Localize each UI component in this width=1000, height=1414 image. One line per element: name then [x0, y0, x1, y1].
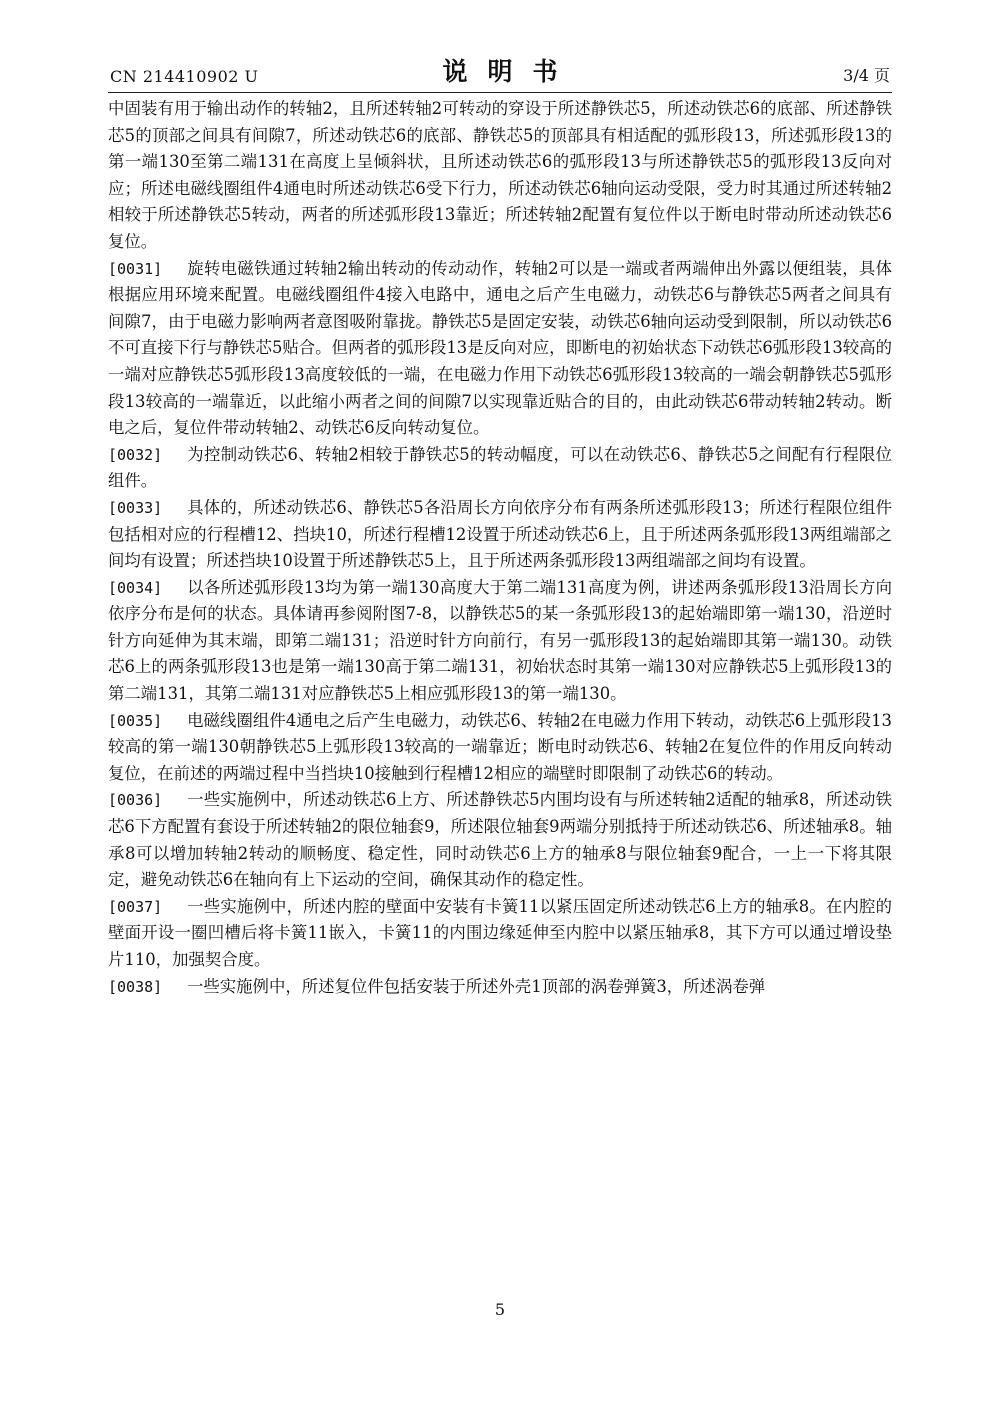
document-title: 说明书 [442, 57, 578, 86]
paragraph-number: [0036] [108, 791, 163, 810]
numbered-paragraph [108, 256, 892, 442]
paragraph-number: [0037] [108, 897, 163, 916]
page-number: 5 [494, 1300, 506, 1319]
paragraph-list [108, 256, 892, 1001]
paragraph-text: 一些实施例中，所述内腔的壁面中安装有卡簧11以紧压固定所述动铁芯6上方的轴承8。在内腔的壁面开设一圈凹槽后将卡簧11嵌入，卡簧11的内围边缘延伸至内腔中以紧压轴承8，其下方可以通过增设垫片110，加强契合度。 [108, 896, 892, 969]
continuation-paragraph: 中固装有用于输出动作的转轴2，且所述转轴2可转动的穿设于所述静铁芯5，所述动铁芯6的底部、所述静铁芯5的顶部之间具有间隙7，所述动铁芯6的底部、静铁芯5的顶部具有相适配的弧形段13，所述弧形段13的第一端130至第二端131在高度上呈倾斜状，且所述动铁芯6的弧形段13与所述静铁芯5的弧形段13反向对应；所述电磁线圈组件4通电时所述动铁芯6受下行力，所述动铁芯6轴向运动受限，受力时其通过所述转轴2相较于所述静铁芯5转动，两者的所述弧形段13靠近；所述转轴2配置有复位件以于断电时带动所述动铁芯6复位。 [108, 99, 892, 251]
page-info: 3/4 页 [843, 66, 890, 85]
numbered-paragraph [108, 894, 892, 974]
paragraph-text: 一些实施例中，所述复位件包括安装于所述外壳1顶部的涡卷弹簧3，所述涡卷弹 [187, 976, 766, 996]
numbered-paragraph [108, 974, 892, 1001]
paragraph-text: 电磁线圈组件4通电之后产生电磁力，动铁芯6、转轴2在电磁力作用下转动，动铁芯6上弧形段13较高的第一端130朝静铁芯5上弧形段13较高的一端靠近；断电时动铁芯6、转轴2在复位件的作用反向转动复位，在前述的两端过程中当挡块10接触到行程槽12相应的端壁时即限制了动铁芯6的转动。 [108, 710, 892, 783]
numbered-paragraph [108, 708, 892, 788]
numbered-paragraph [108, 575, 892, 708]
numbered-paragraph [108, 787, 892, 893]
paragraph-text: 一些实施例中，所述动铁芯6上方、所述静铁芯5内围均设有与所述转轴2适配的轴承8，所述动铁芯6下方配置有套设于所述转轴2的限位轴套9，所述限位轴套9两端分别抵持于所述动铁芯6、所述轴承8。轴承8可以增加转轴2转动的顺畅度、稳定性，同时动铁芯6上方的轴承8与限位轴套9配合，一上一下将其限定，避免动铁芯6在轴向有上下运动的空间，确保其动作的稳定性。 [108, 790, 892, 890]
paragraph-number: [0033] [108, 498, 163, 517]
document-body [108, 96, 892, 1000]
paragraph-text: 以各所述弧形段13均为第一端130高度大于第二端131高度为例，讲述两条弧形段13沿周长方向依序分布是何的状态。具体请再参阅附图7-8，以静铁芯5的某一条弧形段13的起始端即第一端130，沿逆时针方向延伸为其末端，即第二端131；沿逆时针方向前行，有另一弧形段13的起始端即其第一端130。动铁芯6上的两条弧形段13也是第一端130高于第二端131，初始状态时其第一端130对应静铁芯5上弧形段13的第二端131，其第二端131对应静铁芯5上相应弧形段13的第一端130。 [108, 577, 892, 704]
paragraph-number: [0032] [108, 445, 163, 464]
paragraph-text: 旋转电磁铁通过转轴2输出转动的传动动作，转轴2可以是一端或者两端伸出外露以便组装，具体根据应用环境来配置。电磁线圈组件4接入电路中，通电之后产生电磁力，动铁芯6与静铁芯5两者之间具有间隙7，由于电磁力影响两者意图吸附靠拢。静铁芯5是固定安装，动铁芯6轴向运动受到限制，所以动铁芯6不可直接下行与静铁芯5贴合。但两者的弧形段13是反向对应，即断电的初始状态下动铁芯6弧形段13较高的一端对应静铁芯5弧形段13高度较低的一端，在电磁力作用下动铁芯6弧形段13较高的一端会朝静铁芯5弧形段13较高的一端靠近，以此缩小两者之间的间隙7以实现靠近贴合的目的，由此动铁芯6带动转轴2转动。断电之后，复位件带动转轴2、动铁芯6反向转动复位。 [108, 258, 892, 438]
publication-number: CN 214410902 U [110, 67, 259, 86]
paragraph-text: 具体的，所述动铁芯6、静铁芯5各沿周长方向依序分布有两条所述弧形段13；所述行程限位组件包括相对应的行程槽12、挡块10，所述行程槽12设置于所述动铁芯6上，且于所述两条弧形段13两组端部之间均有设置；所述挡块10设置于所述静铁芯5上，且于所述两条弧形段13两组端部之间均有设置。 [108, 497, 892, 571]
page-header [108, 52, 892, 93]
paragraph-number: [0035] [108, 711, 163, 730]
numbered-paragraph [108, 442, 892, 495]
paragraph-text: 为控制动铁芯6、转轴2相较于静铁芯5的转动幅度，可以在动铁芯6、静铁芯5之间配有行程限位组件。 [108, 444, 892, 491]
paragraph-number: [0031] [108, 259, 163, 278]
numbered-paragraph [108, 495, 892, 575]
paragraph-number: [0034] [108, 578, 163, 597]
paragraph-number: [0038] [108, 977, 163, 996]
